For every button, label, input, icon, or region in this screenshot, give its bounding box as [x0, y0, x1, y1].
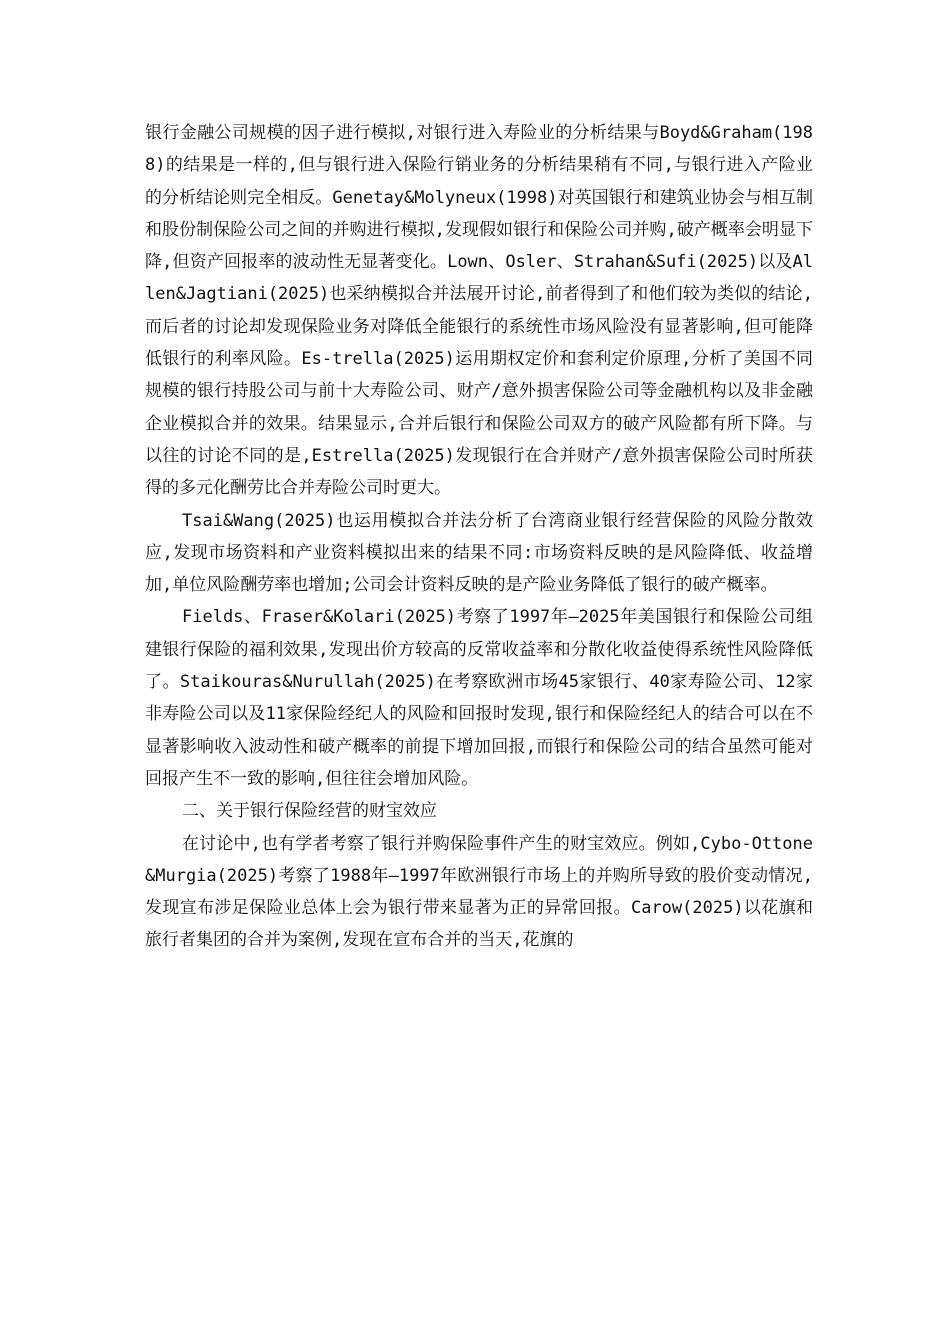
- paragraph-taiwan-study: Tsai&Wang(2025)也运用模拟合并法分析了台湾商业银行经营保险的风险分散效应,发现市场资料和产业资料模拟出来的结果不同:市场资料反映的是风险降低、收益增加,单位风险酬劳率也增加;公司会计资料反映的是产险业务降低了银行的破产概率。: [145, 510, 813, 596]
- paragraph-simulation-studies: 银行金融公司规模的因子进行模拟,对银行进入寿险业的分析结果与Boyd&Graham(1988)的结果是一样的,但与银行进入保险行销业务的分析结果稍有不同,与银行进入产险业的分析结论则完全相反。Genetay&Molyneux(1998)对英国银行和建筑业协会与相互制和股份制保险公司之间的并购进行模拟,发现假如银行和保险公司并购,破产概率会明显下降,但资产回报率的波动性无显著变化。Lown、Osler、Strahan&Sufi(2025)以及Allen&Jagtiani(2025)也采纳模拟合并法展开讨论,前者得到了和他们较为类似的结论,而后者的讨论却发现保险业务对降低全能银行的系统性市场风险没有显著影响,但可能降低银行的利率风险。Es-trella(2025)运用期权定价和套利定价原理,分析了美国不同规模的银行持股公司与前十大寿险公司、财产/意外损害保险公司等金融机构以及非金融企业模拟合并的效果。结果显示,合并后银行和保险公司双方的破产风险都有所下降。与以往的讨论不同的是,Estrella(2025)发现银行在合并财产/意外损害保险公司时所获得的多元化酬劳比合并寿险公司时更大。: [145, 123, 813, 499]
- document-page: [145, 117, 813, 957]
- paragraph-us-europe-studies: Fields、Fraser&Kolari(2025)考察了1997年—2025年美国银行和保险公司组建银行保险的福利效果,发现出价方较高的反常收益率和分散化收益使得系统性风险降低了。Staikouras&Nurullah(2025)在考察欧洲市场45家银行、40家寿险公司、12家非寿险公司以及11家保险经纪人的风险和回报时发现,银行和保险经纪人的结合可以在不显著影响收入波动性和破产概率的前提下增加回报,而银行和保险公司的结合虽然可能对回报产生不一致的影响,但往往会增加风险。: [145, 607, 813, 789]
- paragraph-wealth-effect: 在讨论中,也有学者考察了银行并购保险事件产生的财宝效应。例如,Cybo-Ottone&Murgia(2025)考察了1988年—1997年欧洲银行市场上的并购所导致的股价变动情况,发现宣布涉足保险业总体上会为银行带来显著为正的异常回报。Carow(2025)以花旗和旅行者集团的合并为案例,发现在宣布合并的当天,花旗的: [145, 833, 813, 951]
- section-heading: 二、关于银行保险经营的财宝效应: [182, 801, 437, 822]
